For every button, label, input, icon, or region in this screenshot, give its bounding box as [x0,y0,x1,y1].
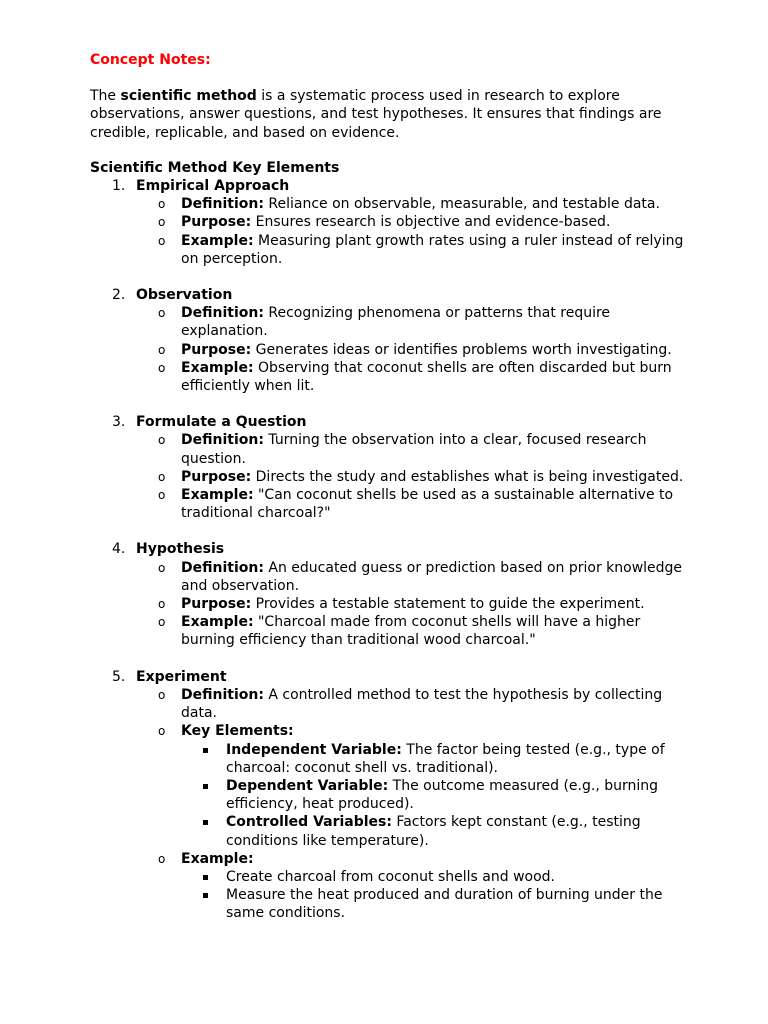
detail-example [136,232,690,268]
independent-variable-item [181,741,690,777]
circle-bullet-icon: o [158,215,166,230]
variable-label: Dependent Variable: [226,777,389,794]
detail-purpose [136,595,690,613]
detail-purpose [136,468,690,486]
element-details [136,686,690,923]
element-observation [90,286,690,395]
detail-example [136,486,690,522]
key-elements-list [90,177,690,923]
example-step-text: Measure the heat produced and duration of burning under the same conditions. [226,887,663,922]
circle-bullet-icon: o [158,597,166,612]
element-title: Experiment [136,668,227,685]
element-title: Formulate a Question [136,414,307,431]
element-hypothesis [90,540,690,649]
element-number: 2. [112,287,126,304]
detail-label: Key Elements: [181,723,294,740]
circle-bullet-icon: o [158,469,166,484]
circle-bullet-icon: o [158,851,166,866]
detail-text: Turning the observation into a clear, focused research question. [181,432,647,467]
element-number: 1. [112,178,126,195]
element-number: 4. [112,541,126,558]
detail-definition [136,686,690,722]
detail-example [136,850,690,923]
variable-text: The outcome measured (e.g., burning efficiency, heat produced). [226,777,659,813]
circle-bullet-icon: o [158,433,166,448]
element-title: Hypothesis [136,541,225,558]
circle-bullet-icon: o [158,360,166,375]
circle-bullet-icon: o [158,233,166,248]
detail-text: Observing that coconut shells are often discarded but burn efficiently when lit. [181,359,672,395]
circle-bullet-icon: o [158,560,166,575]
detail-label: Example: [181,232,254,249]
detail-label: Example: [181,487,254,504]
dependent-variable-item [181,777,690,813]
element-empirical-approach [90,177,690,268]
detail-label: Purpose: [181,214,252,231]
circle-bullet-icon: o [158,687,166,702]
square-bullet-icon [203,893,208,898]
circle-bullet-icon: o [158,342,166,357]
section-title: Scientific Method Key Elements [90,159,340,176]
detail-label: Definition: [181,305,264,322]
controlled-variables-item [181,813,690,849]
circle-bullet-icon: o [158,488,166,503]
detail-label: Purpose: [181,341,252,358]
detail-text: Reliance on observable, measurable, and testable data. [263,196,660,213]
element-experiment [90,668,690,923]
intro-bold-term: scientific method [120,88,257,105]
variable-label: Independent Variable: [226,741,402,758]
detail-label: Definition: [181,686,264,703]
detail-label: Definition: [181,432,264,449]
element-number: 5. [112,668,126,685]
concept-notes-heading: Concept Notes: [90,52,211,68]
example-steps-sublist [181,868,690,923]
example-step-text: Create charcoal from coconut shells and wood. [226,868,555,885]
square-bullet-icon [203,784,208,789]
example-step [181,868,690,886]
key-elements-sublist [181,741,690,850]
detail-text: Provides a testable statement to guide the experiment. [251,596,645,613]
element-title: Empirical Approach [136,178,290,195]
detail-text: "Charcoal made from coconut shells will have a higher burning efficiency than traditional wood charcoal." [181,614,641,649]
circle-bullet-icon: o [158,306,166,321]
detail-text: Ensures research is objective and evidence-based. [251,214,611,231]
detail-definition [136,195,690,213]
detail-text: An educated guess or prediction based on prior knowledge and observation. [181,559,683,594]
variable-label: Controlled Variables: [226,814,392,831]
detail-label: Example: [181,614,254,631]
detail-text: Recognizing phenomena or patterns that require explanation. [181,305,611,340]
element-title: Observation [136,287,233,304]
element-details [136,304,690,395]
detail-purpose [136,341,690,359]
detail-text: A controlled method to test the hypothesis by collecting data. [181,686,663,722]
detail-example [136,359,690,395]
detail-label: Example: [181,359,254,376]
element-details [136,559,690,650]
circle-bullet-icon: o [158,724,166,739]
circle-bullet-icon: o [158,615,166,630]
circle-bullet-icon: o [158,197,166,212]
square-bullet-icon [203,748,208,753]
detail-label: Definition: [181,196,264,213]
detail-text: Measuring plant growth rates using a ruler instead of relying on perception. [181,232,684,267]
detail-label: Example: [181,850,254,867]
detail-label: Purpose: [181,596,252,613]
detail-definition [136,431,690,467]
variable-text: The factor being tested (e.g., type of charcoal: coconut shell vs. traditional). [226,741,665,776]
detail-text: Generates ideas or identifies problems worth investigating. [251,341,672,358]
detail-label: Purpose: [181,468,252,485]
detail-text: "Can coconut shells be used as a sustainable alternative to traditional charcoal?" [181,487,674,522]
detail-key-elements [136,722,690,849]
square-bullet-icon [203,820,208,825]
detail-label: Definition: [181,559,264,576]
square-bullet-icon [203,875,208,880]
example-step [181,886,690,922]
element-details [136,431,690,522]
intro-paragraph [90,87,690,142]
detail-text: Directs the study and establishes what is being investigated. [251,468,684,485]
element-formulate-question [90,413,690,522]
element-number: 3. [112,414,126,431]
document-page [90,51,690,923]
intro-text-rest: is a systematic process used in research to explore observations, answer questions, and test hypotheses. It ensures that findings are credible, replicable, and based on evidence. [90,88,662,141]
detail-purpose [136,213,690,231]
detail-example [136,613,690,649]
element-details [136,195,690,268]
detail-definition [136,304,690,340]
detail-definition [136,559,690,595]
intro-text-start: The [90,88,121,105]
variable-text: Factors kept constant (e.g., testing conditions like temperature). [226,814,641,849]
